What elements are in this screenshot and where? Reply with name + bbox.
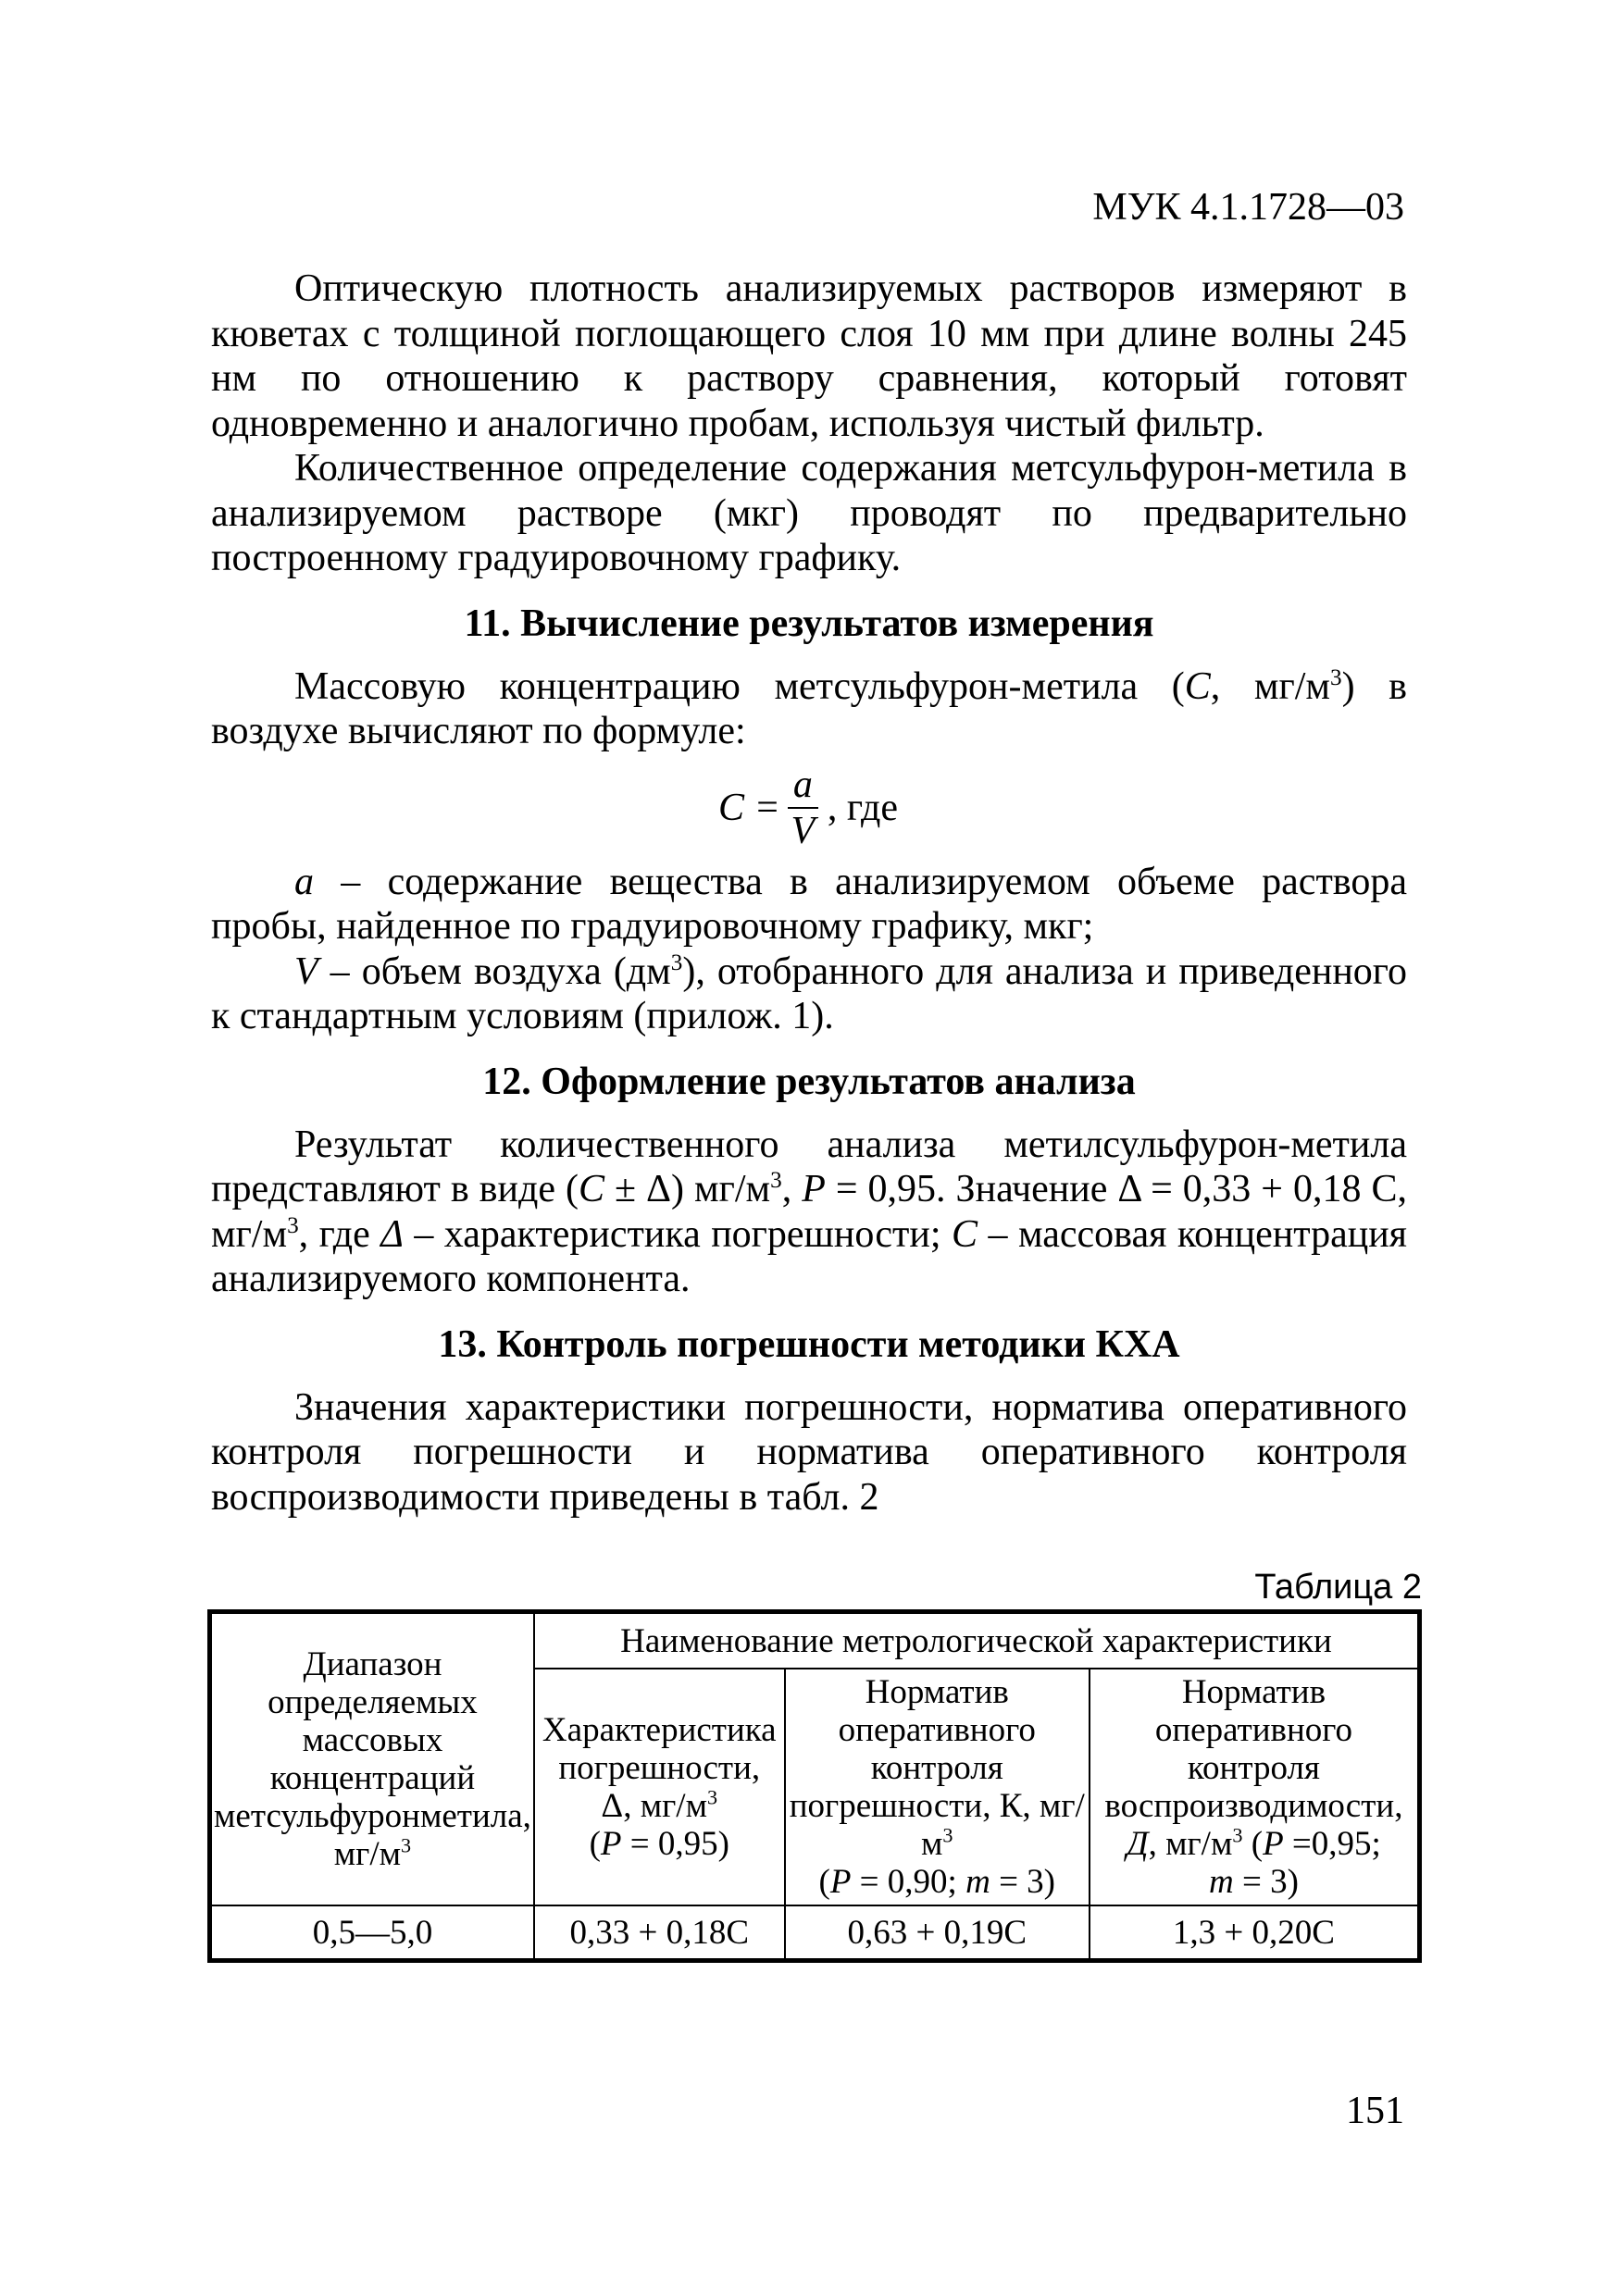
table-header-row [210, 1612, 1420, 1669]
page-body [211, 267, 1407, 1520]
document-code: МУК 4.1.1728—03 [1092, 186, 1404, 229]
formula-lhs: C = [718, 786, 780, 829]
cell-error-characteristic: 0,33 + 0,18С [534, 1905, 785, 1961]
formula-denominator: V [791, 809, 816, 852]
metrology-table [207, 1609, 1422, 1963]
header-error-characteristic: Характеристика погрешности, Δ, $мг/м^3$ (P = 0,95) [534, 1669, 785, 1905]
cell-range: 0,5—5,0 [210, 1905, 534, 1961]
formula-fraction [788, 764, 818, 851]
header-reproducibility-control: Норматив оперативного контроля воспроизводимости, Д, $мг/м^3$ (P =0,95; m = 3) [1090, 1669, 1420, 1905]
table-caption: Таблица 2 [1254, 1568, 1422, 1607]
table-row [210, 1905, 1420, 1961]
header-group: Наименование метрологической характеристики [534, 1612, 1420, 1669]
header-range: Диапазон определяемых массовых концентраций метсульфуронметила, $мг/м^3$ [210, 1612, 534, 1906]
header-error-control: Норматив оперативного контроля погрешности, К, $мг/м^3$ (P = 0,90; m = 3) [785, 1669, 1090, 1905]
definition-a: a – содержание вещества в анализируемом объеме раствора пробы, найденное по градуировочному графику, мкг; [211, 860, 1407, 948]
section-11-intro: Массовую концентрацию метсульфурон-метила (C, $мг/м^3$) в воздухе вычисляют по формуле: [211, 664, 1407, 752]
page-number: 151 [1346, 2090, 1404, 2132]
section-12-title: 12. Оформление результатов анализа [482, 1060, 1136, 1103]
formula-numerator: a [788, 764, 818, 809]
section-12-text: Результат количественного анализа метилсульфурон-метила представляют в виде (C ± Δ) $мг/м^3$, P = 0,95. Значение Δ = 0,33 + 0,18 С, $мг/м^3$, где Δ – характеристика погрешности; C – массовая концентрация анализируемого компонента. [211, 1123, 1408, 1300]
cell-error-control: 0,63 + 0,19С [785, 1905, 1090, 1961]
cell-reproducibility-control: 1,3 + 0,20С [1090, 1905, 1420, 1961]
paragraph-optical-density: Оптическую плотность анализируемых растворов измеряют в кюветах с толщиной поглощающего слоя 10 мм при длине волны 245 нм по отношению к раствору сравнения, который готовят одновременно и аналогично пробам, используя чистый фильтр. [211, 267, 1407, 445]
definition-v: V – объем воздуха $(дм^3)$, отобранного для анализа и приведенного к стандартным условиям (прилож. 1). [211, 949, 1407, 1037]
paragraph-quantitative: Количественное определение содержания метсульфурон-метила в анализируемом растворе (мкг) проводят по предварительно построенному градуировочному графику. [211, 447, 1407, 579]
section-13-title: 13. Контроль погрешности методики КХА [438, 1322, 1180, 1366]
section-13-text: Значения характеристики погрешности, норматива оперативного контроля погрешности и норматива оперативного контроля воспроизводимости приведены в табл. 2 [211, 1385, 1407, 1519]
section-11-title: 11. Вычисление результатов измерения [464, 602, 1154, 645]
formula-tail: , где [827, 786, 899, 829]
formula [211, 756, 1407, 860]
